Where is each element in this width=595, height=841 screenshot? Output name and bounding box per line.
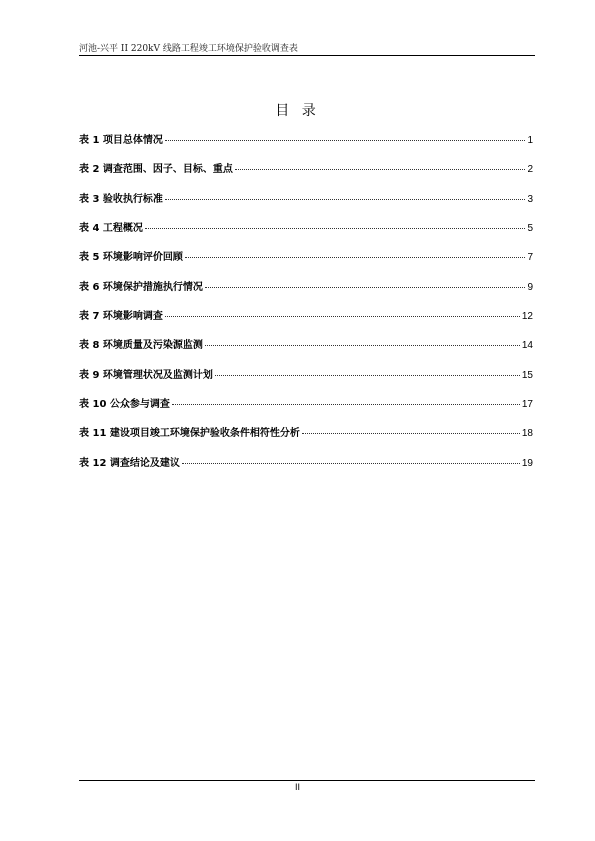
toc-entry-1[interactable] (79, 134, 533, 163)
toc-title: 目 录 (275, 103, 320, 119)
toc-entry-5[interactable] (79, 251, 533, 280)
toc-entry-page: 7 (527, 252, 533, 264)
toc-entry-label: 表 2 调查范围、因子、目标、重点 (79, 164, 233, 176)
dot-leader (205, 345, 520, 346)
toc-entry-9[interactable] (79, 369, 533, 398)
toc-entry-page: 12 (521, 311, 533, 323)
toc-entry-8[interactable] (79, 339, 533, 368)
toc-entry-label: 表 9 环境管理状况及监测计划 (79, 369, 213, 381)
header-divider (79, 55, 535, 56)
footer-divider (79, 780, 535, 781)
header-title: 河池-兴平 II 220kV 线路工程竣工环境保护验收调查表 (79, 44, 298, 54)
toc-entry-page: 15 (521, 369, 533, 381)
dot-leader (145, 228, 526, 229)
toc-entry-page: 17 (521, 399, 533, 411)
toc-entry-page: 19 (521, 457, 533, 469)
toc-entry-page: 14 (521, 340, 533, 352)
toc-entry-page: 2 (527, 164, 533, 176)
toc-entry-label: 表 7 环境影响调查 (79, 311, 163, 323)
dot-leader (165, 140, 526, 141)
table-of-contents (79, 134, 533, 486)
page-header (79, 40, 535, 56)
toc-entry-label: 表 8 环境质量及污染源监测 (79, 340, 203, 352)
dot-leader (165, 199, 526, 200)
toc-entry-11[interactable] (79, 427, 533, 456)
toc-entry-10[interactable] (79, 398, 533, 427)
dot-leader (165, 316, 520, 317)
toc-entry-label: 表 6 环境保护措施执行情况 (79, 281, 203, 293)
dot-leader (235, 169, 526, 170)
toc-entry-label: 表 3 验收执行标准 (79, 193, 163, 205)
toc-entry-page: 9 (527, 281, 533, 293)
toc-entry-3[interactable] (79, 193, 533, 222)
toc-entry-2[interactable] (79, 163, 533, 192)
toc-entry-page: 1 (527, 135, 533, 146)
toc-entry-6[interactable] (79, 281, 533, 310)
dot-leader (205, 287, 526, 288)
toc-entry-7[interactable] (79, 310, 533, 339)
toc-entry-4[interactable] (79, 222, 533, 251)
page-number: II (294, 782, 300, 792)
toc-entry-label: 表 1 项目总体情况 (79, 135, 163, 146)
dot-leader (185, 257, 526, 258)
toc-entry-label: 表 11 建设项目竣工环境保护验收条件相符性分析 (79, 428, 300, 440)
toc-entry-12[interactable] (79, 457, 533, 486)
toc-entry-page: 5 (527, 223, 533, 235)
toc-entry-label: 表 10 公众参与调查 (79, 399, 170, 411)
dot-leader (302, 433, 520, 434)
dot-leader (215, 375, 520, 376)
toc-entry-label: 表 5 环境影响评价回顾 (79, 252, 183, 264)
toc-entry-page: 18 (521, 428, 533, 440)
toc-entry-label: 表 12 调查结论及建议 (79, 457, 180, 469)
toc-entry-page: 3 (527, 193, 533, 205)
toc-entry-label: 表 4 工程概况 (79, 223, 143, 235)
dot-leader (182, 463, 520, 464)
dot-leader (172, 404, 520, 405)
